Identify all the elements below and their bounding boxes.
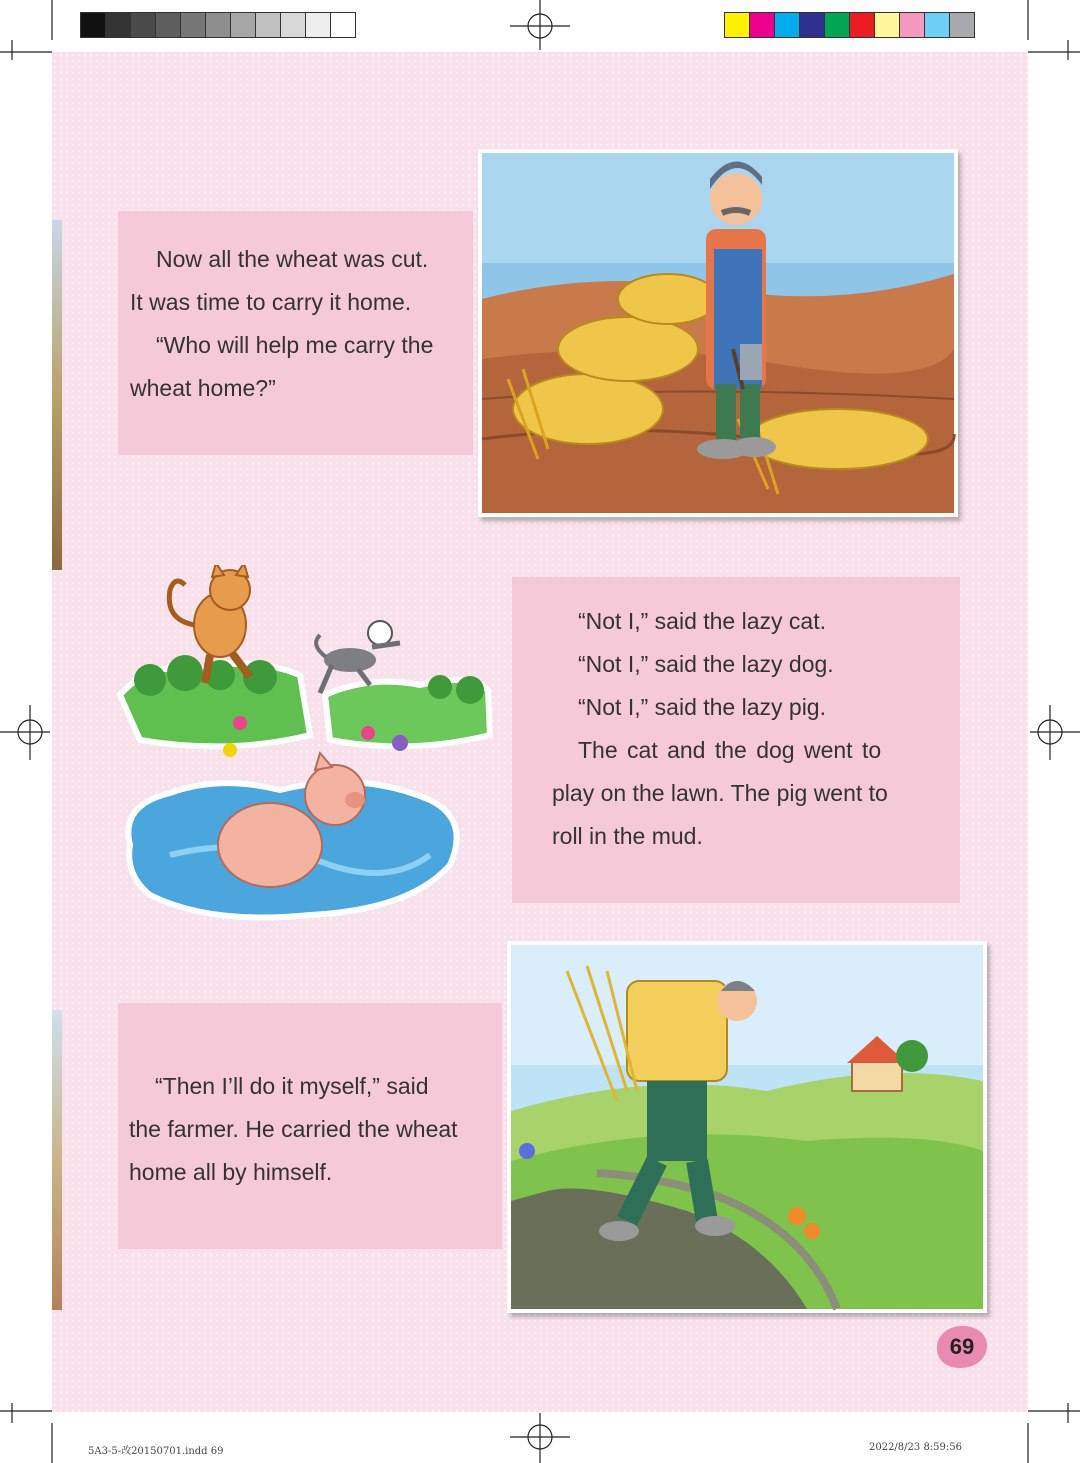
gray-swatch [131,13,156,37]
story-line: home all by himself. [129,1159,333,1185]
gray-swatch [81,13,106,37]
page-edge-strip [52,220,62,570]
slug-file-name: 5A3-5-改20150701.indd 69 [88,1446,224,1457]
gray-swatch [206,13,231,37]
color-swatch [950,13,974,37]
gray-swatch [106,13,131,37]
story-line: “Not I,” said the lazy dog. [578,651,834,677]
story-line: play on the lawn. The pig went to [552,780,888,806]
gray-swatch [156,13,181,37]
story-line: the farmer. He carried the wheat [129,1116,458,1142]
cat-dog-pig-illustration [110,565,495,935]
gray-swatch [331,13,355,37]
color-swatch [725,13,750,37]
gray-swatch [256,13,281,37]
color-swatch [900,13,925,37]
gray-swatch [306,13,331,37]
color-swatch [800,13,825,37]
color-swatch [925,13,950,37]
gray-calibration-bar [80,12,356,38]
story-line: “Who will help me carry the [156,332,434,358]
story-text-block-3 [118,1003,502,1249]
story-line: Now all the wheat was cut. [156,246,429,272]
story-text-block-2 [512,577,960,903]
slug-timestamp: 2022/8/23 8:59:56 [868,1442,962,1453]
story-line: “Not I,” said the lazy cat. [578,608,826,634]
story-line: “Then I’ll do it myself,” said [155,1073,429,1099]
page-edge-strip [52,1010,62,1310]
farmer-carrying-wheat-illustration [507,941,987,1313]
color-calibration-bar [724,12,975,38]
gray-swatch [281,13,306,37]
story-line: It was time to carry it home. [130,289,412,315]
gray-swatch [181,13,206,37]
color-swatch [850,13,875,37]
farmer-with-wheat-sheaves-illustration [478,149,958,517]
page-number: 69 [937,1326,987,1368]
story-line: The cat and the dog went to [578,737,882,763]
story-text-block-1 [118,211,473,455]
color-swatch [825,13,850,37]
gray-swatch [231,13,256,37]
story-line: wheat home?” [130,375,276,401]
story-line: roll in the mud. [552,823,703,849]
story-line: “Not I,” said the lazy pig. [578,694,826,720]
color-swatch [750,13,775,37]
color-swatch [775,13,800,37]
color-swatch [875,13,900,37]
